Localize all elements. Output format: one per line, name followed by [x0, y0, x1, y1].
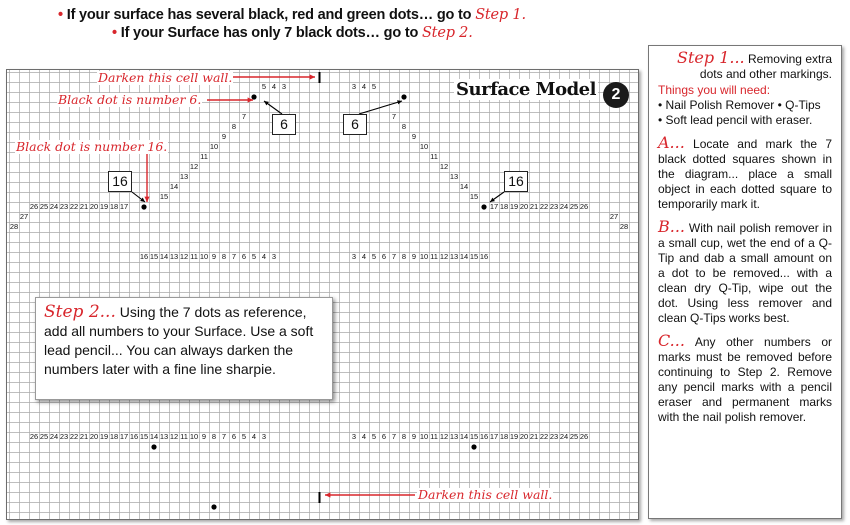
black-dot: [251, 94, 256, 99]
grid-number: 10: [419, 142, 429, 151]
grid-number: 17: [489, 202, 499, 211]
step1-sidebar: [648, 45, 842, 519]
grid-number: 3: [261, 432, 267, 441]
grid-number: 11: [180, 432, 188, 441]
step2-title: Step 2...: [44, 302, 116, 322]
grid-number: 9: [411, 132, 417, 141]
grid-number: 15: [159, 192, 169, 201]
grid-number: 25: [569, 202, 579, 211]
grid-number: 6: [381, 432, 387, 441]
grid-number: 28: [619, 222, 629, 231]
grid-number: 8: [401, 252, 407, 261]
grid-number: 22: [69, 202, 79, 211]
grid-number: 22: [539, 202, 549, 211]
step-c-label: C...: [658, 331, 685, 350]
grid-number: 13: [179, 172, 189, 181]
step1-title: Step 1...: [677, 48, 745, 67]
grid-number: 24: [559, 432, 569, 441]
grid-number: 4: [361, 252, 367, 261]
diagram-title: Surface Model: [456, 79, 596, 100]
instruction-1-step: Step 1.: [475, 7, 526, 23]
bullet-icon: •: [112, 25, 117, 41]
grid-number: 25: [569, 432, 579, 441]
grid-number: 10: [419, 432, 429, 441]
grid-number: 20: [89, 202, 99, 211]
grid-number: 9: [201, 432, 207, 441]
grid-number: 14: [159, 252, 169, 261]
callout-16-left: 16: [108, 171, 132, 192]
grid-number: 4: [271, 82, 277, 91]
grid-number: 18: [499, 202, 509, 211]
grid-number: 21: [79, 202, 89, 211]
grid-number: 13: [449, 252, 459, 261]
dot16-arrow-head: [144, 197, 149, 202]
grid-number: 11: [200, 152, 208, 161]
grid-number: 23: [549, 432, 559, 441]
callout-6-right: 6: [343, 114, 367, 135]
dot16-label: Black dot is number 16.: [16, 139, 168, 154]
grid-number: 14: [149, 432, 159, 441]
grid-number: 9: [411, 252, 417, 261]
grid-number: 19: [99, 202, 109, 211]
grid-number: 7: [391, 112, 397, 121]
darken-bottom-arrow-head: [325, 492, 330, 497]
step-b-text: With nail polish remover in a small cup, wet the end of a Q-Tip and dab a small amount on a dot to be removed... with a clean dry Q-Tip, wipe out the dot. Using less remover and clean Q-Tips works best.: [658, 221, 832, 325]
grid-number: 11: [430, 252, 438, 261]
grid-number: 20: [89, 432, 99, 441]
grid-number: 18: [109, 202, 119, 211]
grid-number: 23: [59, 202, 69, 211]
grid-number: 3: [281, 82, 287, 91]
grid-number: 12: [189, 162, 199, 171]
grid-number: 26: [579, 202, 589, 211]
grid-number: 9: [411, 432, 417, 441]
surface-model-diagram: [6, 69, 639, 520]
grid-number: 21: [529, 202, 539, 211]
step1-title-rest: Removing extra dots and other markings.: [699, 52, 832, 81]
grid-number: 8: [231, 122, 237, 131]
instruction-line-2: [112, 25, 473, 41]
grid-number: 11: [430, 152, 438, 161]
grid-number: 26: [29, 432, 39, 441]
grid-number: 27: [19, 212, 29, 221]
diagram-number-badge: 2: [603, 82, 629, 108]
grid-number: 7: [231, 252, 237, 261]
black-dot: [141, 204, 146, 209]
grid-number: 14: [459, 182, 469, 191]
grid-number: 3: [351, 82, 357, 91]
instruction-line-1: [58, 7, 526, 23]
grid-number: 25: [39, 202, 49, 211]
grid-number: 10: [189, 432, 199, 441]
grid-number: 24: [49, 202, 59, 211]
step2-text: Using the 7 dots as reference, add all numbers to your Surface. Use a soft lead pencil... You can always darken the numbers later with a fine line sharpie.: [44, 304, 314, 377]
step-a-text: Locate and mark the 7 black dotted squares shown in the diagram... place a small object in each dotted square to temporarily mark it.: [658, 137, 832, 211]
grid-number: 19: [509, 202, 519, 211]
grid-number: 20: [519, 202, 529, 211]
grid-number: 5: [241, 432, 247, 441]
grid-number: 13: [159, 432, 169, 441]
grid-number: 3: [271, 252, 277, 261]
black-dot: [401, 94, 406, 99]
instruction-1-text: If your surface has several black, red and green dots… go to: [66, 7, 472, 23]
grid-number: 7: [241, 112, 247, 121]
callout-6-left: 6: [272, 114, 296, 135]
grid-number: 14: [459, 252, 469, 261]
grid-number: 16: [139, 252, 149, 261]
grid-number: 11: [190, 252, 198, 261]
grid-number: 7: [221, 432, 227, 441]
grid-number: 5: [261, 82, 267, 91]
step2-box: [35, 297, 333, 400]
grid-number: 19: [509, 432, 519, 441]
grid-number: 4: [361, 82, 367, 91]
grid-number: 10: [419, 252, 429, 261]
step-c-text: Any other numbers or marks must be removed before continuing to Step 2. Remove any pencil marks with a pencil eraser and permanent marks with the nail polish remover.: [658, 335, 832, 424]
grid-number: 8: [211, 432, 217, 441]
black-dot: [481, 204, 486, 209]
instruction-2-text: If your Surface has only 7 black dots… go to: [120, 25, 419, 41]
grid-number: 15: [469, 432, 479, 441]
black-dot: [211, 504, 216, 509]
grid-number: 12: [179, 252, 189, 261]
instruction-2-step: Step 2.: [421, 25, 473, 41]
grid-number: 10: [209, 142, 219, 151]
grid-number: 28: [9, 222, 19, 231]
grid-number: 16: [129, 432, 139, 441]
grid-number: 19: [99, 432, 109, 441]
grid-number: 3: [351, 252, 357, 261]
grid-number: 4: [261, 252, 267, 261]
grid-number: 4: [361, 432, 367, 441]
grid-number: 15: [469, 192, 479, 201]
darken-top-label: Darken this cell wall.: [98, 70, 233, 85]
dot6-label: Black dot is number 6.: [58, 92, 202, 107]
grid-number: 26: [29, 202, 39, 211]
callout-16-right: 16: [504, 171, 528, 192]
grid-number: 4: [251, 432, 257, 441]
black-dot: [471, 444, 476, 449]
grid-number: 6: [381, 252, 387, 261]
grid-number: 13: [449, 432, 459, 441]
black-dot: [151, 444, 156, 449]
grid-number: 27: [609, 212, 619, 221]
darken-top-arrow-head: [310, 74, 315, 79]
grid-number: 24: [49, 432, 59, 441]
grid-number: 14: [169, 182, 179, 191]
grid-number: 15: [469, 252, 479, 261]
grid-number: 25: [39, 432, 49, 441]
grid-number: 9: [221, 132, 227, 141]
grid-number: 6: [231, 432, 237, 441]
grid-number: 23: [59, 432, 69, 441]
grid-number: 12: [439, 432, 449, 441]
grid-number: 9: [211, 252, 217, 261]
grid-number: 7: [391, 252, 397, 261]
grid-number: 16: [479, 252, 489, 261]
grid-number: 20: [519, 432, 529, 441]
grid-number: 5: [371, 252, 377, 261]
grid-number: 17: [489, 432, 499, 441]
grid-number: 12: [169, 432, 179, 441]
grid-number: 3: [351, 432, 357, 441]
step-b-label: B...: [658, 217, 686, 236]
grid-number: 5: [371, 432, 377, 441]
needed-item-2: • Soft lead pencil with eraser.: [658, 113, 813, 127]
grid-number: 16: [479, 432, 489, 441]
grid-number: 13: [449, 172, 459, 181]
callout-6-left-pointer-head: [264, 101, 269, 105]
grid-number: 11: [430, 432, 438, 441]
grid-number: 5: [251, 252, 257, 261]
grid-number: 12: [439, 162, 449, 171]
grid-number: 8: [221, 252, 227, 261]
grid-number: 13: [169, 252, 179, 261]
grid-lines: [7, 70, 639, 520]
things-needed-label: Things you will need:: [658, 83, 771, 97]
grid-number: 18: [109, 432, 119, 441]
grid-number: 8: [401, 122, 407, 131]
grid-number: 8: [401, 432, 407, 441]
step-a-label: A...: [658, 133, 685, 152]
darken-bottom-label: Darken this cell wall.: [418, 487, 553, 502]
grid-number: 15: [149, 252, 159, 261]
grid-number: 17: [119, 202, 129, 211]
grid-number: 10: [199, 252, 209, 261]
grid-number: 7: [391, 432, 397, 441]
grid-number: 14: [459, 432, 469, 441]
grid-number: 22: [539, 432, 549, 441]
bullet-icon: •: [58, 7, 63, 23]
grid-number: 12: [439, 252, 449, 261]
grid-number: 15: [139, 432, 149, 441]
grid-area: [7, 70, 639, 520]
grid-number: 18: [499, 432, 509, 441]
grid-number: 24: [559, 202, 569, 211]
grid-number: 21: [529, 432, 539, 441]
needed-item-1: • Nail Polish Remover • Q-Tips: [658, 98, 821, 112]
grid-number: 22: [69, 432, 79, 441]
grid-number: 17: [119, 432, 129, 441]
grid-number: 5: [371, 82, 377, 91]
grid-number: 21: [79, 432, 89, 441]
grid-number: 6: [241, 252, 247, 261]
grid-number: 23: [549, 202, 559, 211]
grid-number: 26: [579, 432, 589, 441]
